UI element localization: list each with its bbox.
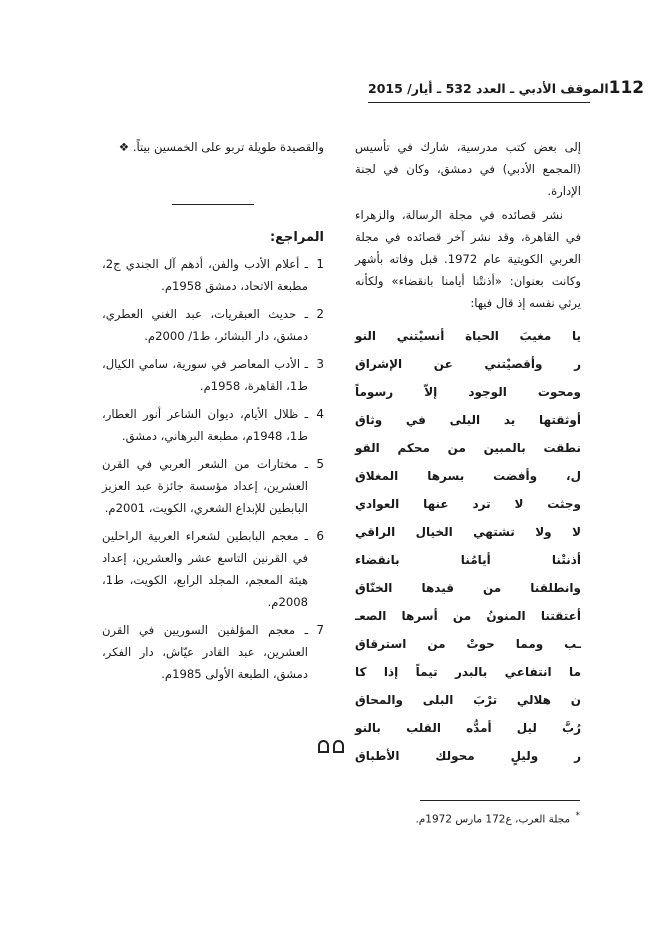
references-title: المراجع: [269,230,324,245]
reference-item [102,619,324,685]
section-divider [102,204,324,205]
paragraph: إلى بعض كتب مدرسية، شارك في تأسيس (المجمع الأدبي) في دمشق، وكان في لجنة الإدارة. [355,140,581,198]
reference-text: ـ الأدب المعاصر في سورية، سامي الكيال، ط1، القاهرة، 1958م. [102,357,308,393]
reference-text: ـ معجم المؤلفين السوريين في القرن العشرين، عبد القادر عيّاش، دار الفكر، دمشق، الطبعة الأولى 1985م. [102,623,308,681]
poem-line: ل، وأفضت بسرها المغلاق [355,469,581,483]
poem-line: رُبَّ ليل أمدُّه القلب بالنو [355,721,581,735]
poem-line: أوثقتها يد البلى في وثاق [355,413,581,427]
page-number: 112 [608,78,645,98]
paragraph: نشر قصائده في مجلة الرسالة، والزهراء في القاهرة، وقد نشر آخر قصائده في مجلة العربي الكويتية عام 1972. قبل وفاته بأشهر وكانت بعنوان: «أذنتْنا أيامنا بانقضاء» ولكأنه يرثي نفسه إذ قال فيها: [355,208,581,310]
reference-number: 2 [316,307,324,321]
poem-line: أذنتْنا أيامُنا بانقضاء [355,553,581,567]
reference-number: 5 [316,457,324,471]
reference-text: ـ حديث العبقريات، عبد الغني العطري، دمشق، دار البشائر، ط1/ 2000م. [102,307,308,343]
poem-line: وجثت لا ترد عنها العوادي [355,497,581,511]
footnote-divider [420,800,580,801]
reference-item [102,525,324,613]
reference-number: 7 [316,623,324,637]
poem-line: لا ولا تشتهي الخيال الراقي [355,525,581,539]
poem-line: يا مغيبَ الحياة أنسيْتني النو [355,329,581,343]
poem-line: ن هلالي ترْبَ البلى والمحاق [355,693,581,707]
reference-item [102,453,324,519]
poem-line: نطقت بالمبين من محكم القو [355,441,581,455]
reference-item [102,403,324,447]
footnote-mark: * [575,811,580,821]
page-header [368,74,645,102]
footnote [380,808,580,828]
poem [355,322,581,770]
poem-line: وانطلقنا من قيدها الخنّاق [355,581,581,595]
header-divider [368,102,590,103]
reference-item [102,253,324,297]
footnote-text: مجلة العرب، ع172 مارس 1972م. [415,813,571,826]
poem-line: أعتقتنا المنونُ من أسرها الصعـ [355,609,581,623]
issue-info: الموقف الأدبي ـ العدد 532 ـ أيار/ 2015 [368,80,609,96]
poem-line: ومحوت الوجود إلاّ رسوماً [355,385,581,399]
poem-line: ما انتفاعي بالبدر تيماً إذا كا [355,665,581,679]
section-ornament-icon [318,740,344,754]
paragraph-continuation: والقصيدة طويلة تربو على الخمسين بيتاً. ❖ [118,140,324,154]
reference-item [102,303,324,347]
reference-text: ـ ظلال الأيام، ديوان الشاعر أنور العطار، ط1، 1948م، مطبعة البرهاني، دمشق. [102,407,308,443]
reference-number: 4 [316,407,324,421]
left-column [102,136,324,691]
poem-line: ر وليلٍ محولك الأطباق [355,749,581,763]
reference-number: 6 [316,529,324,543]
references-list [102,253,324,685]
reference-number: 3 [316,357,324,371]
poem-line: ر وأقصيْتني عن الإشراق [355,357,581,371]
reference-text: ـ معجم البابطين لشعراء العربية الراحلين في القرنين التاسع عشر والعشرين، إعداد هيئة المعجم، المجلد الرابع، الكويت، ط1، 2008م. [102,529,308,609]
right-column [355,136,581,770]
reference-item [102,353,324,397]
reference-text: ـ أعلام الأدب والفن، أدهم آل الجندي ج2، مطبعة الاتحاد، دمشق 1958م. [102,257,308,293]
reference-text: ـ مختارات من الشعر العربي في القرن العشرين، إعداد مؤسسة جائزة عبد العزيز البابطين للإبداع الشعري، الكويت، 2001م. [102,457,308,515]
reference-number: 1 [316,257,324,271]
poem-line: ـب ومما حوتْ من استرقاق [355,637,581,651]
